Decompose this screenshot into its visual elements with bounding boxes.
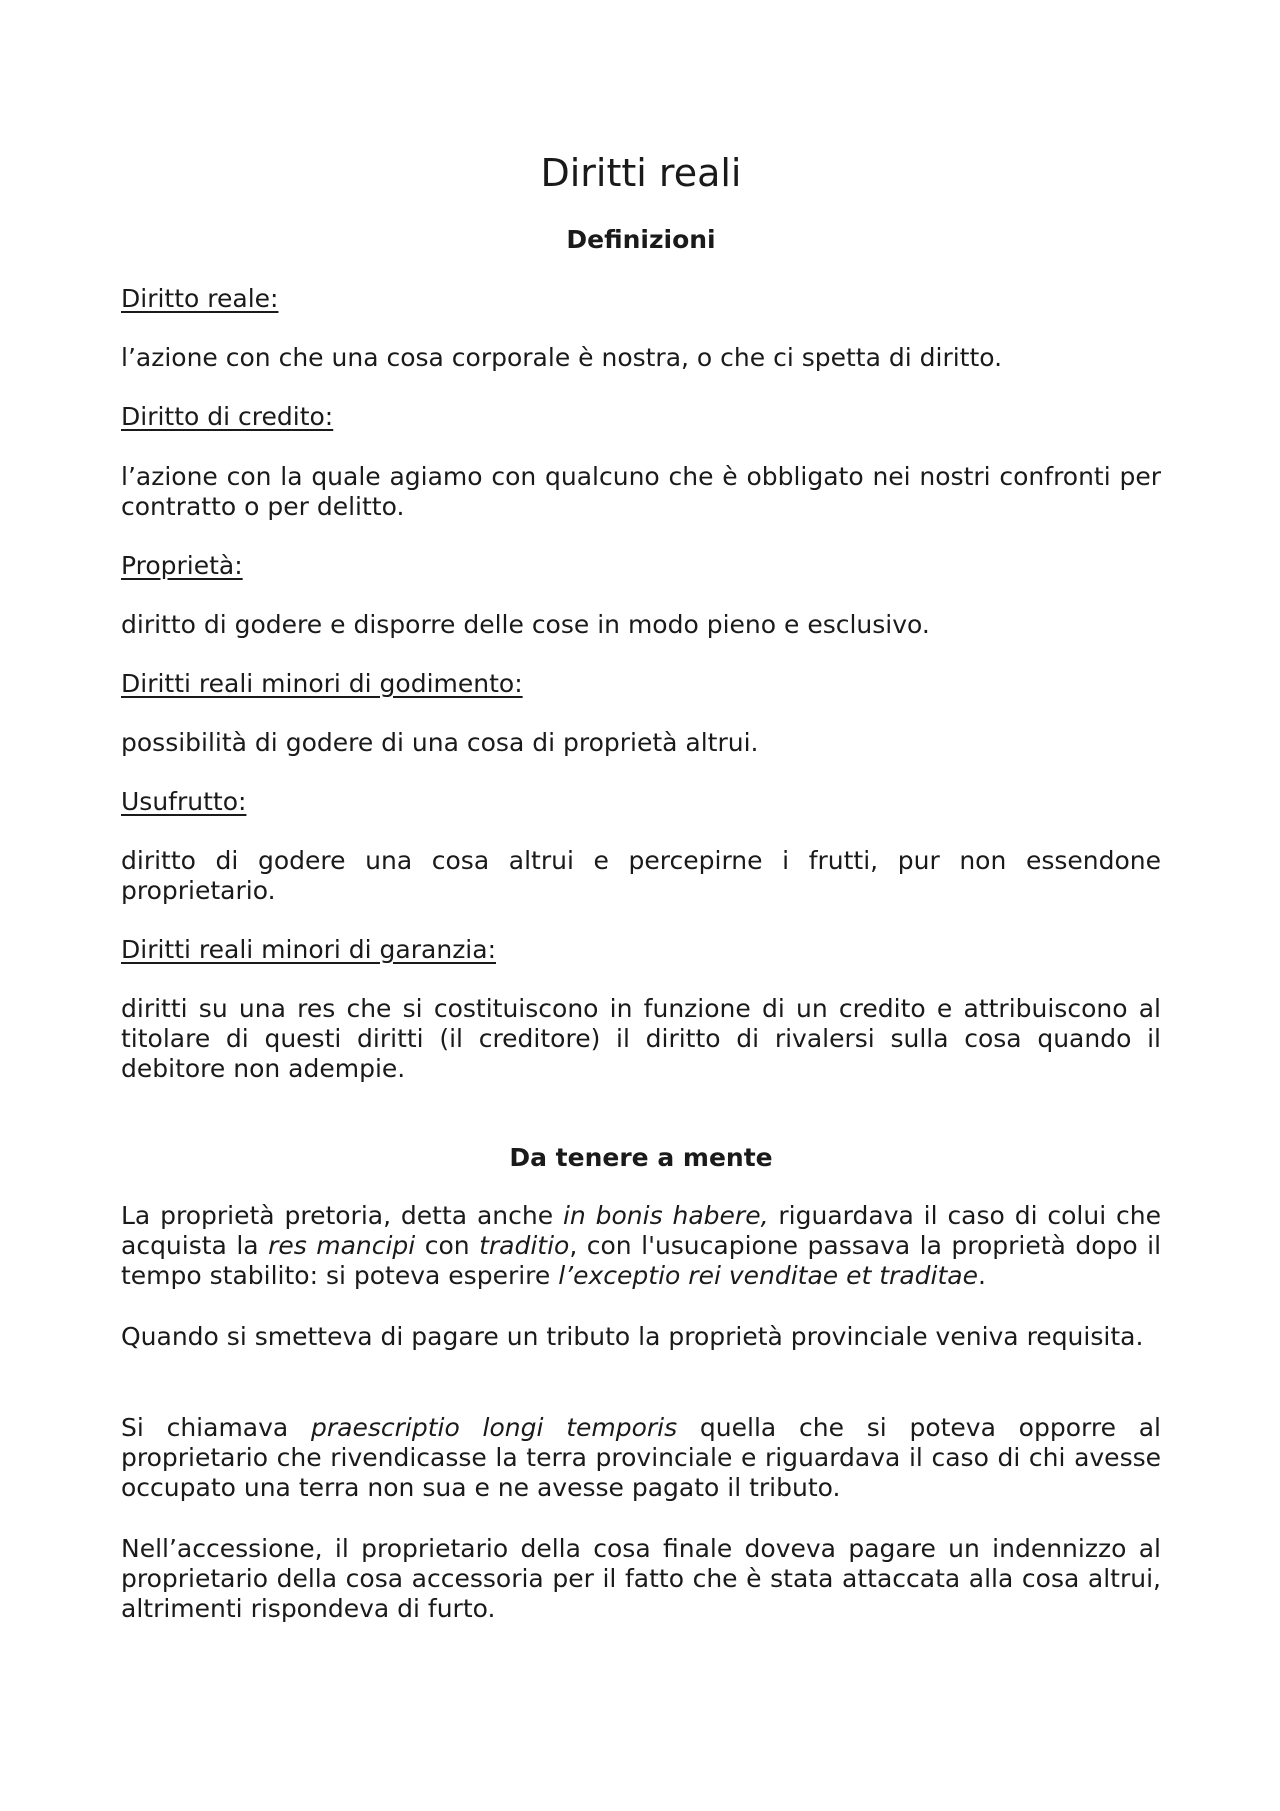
remember-paragraph-3 xyxy=(121,1413,1161,1503)
term-usufrutto: Usufrutto: xyxy=(121,787,247,816)
remember-heading: Da tenere a mente xyxy=(509,1143,773,1172)
text-run: Si chiamava xyxy=(121,1413,311,1442)
definitions-heading: Definizioni xyxy=(566,225,716,254)
text-run: . xyxy=(977,1261,986,1290)
italic-run: res mancipi xyxy=(268,1231,416,1260)
text-run: , con l'usucapione passava la proprietà dopo il tempo stabilito: si poteva esperire xyxy=(121,1231,1162,1290)
remember-paragraph-2: Quando si smetteva di pagare un tributo la proprietà provinciale veniva requisita. xyxy=(121,1322,1144,1351)
term-diritti-reali-minori-godimento: Diritti reali minori di godimento: xyxy=(121,669,523,698)
text-run: La proprietà pretoria, detta anche xyxy=(121,1201,563,1230)
term-diritto-di-credito: Diritto di credito: xyxy=(121,402,334,431)
term-diritto-reale: Diritto reale: xyxy=(121,284,279,313)
italic-run: praescriptio longi temporis xyxy=(311,1413,678,1442)
document-title: Diritti reali xyxy=(540,151,742,195)
italic-run: traditio xyxy=(479,1231,570,1260)
text-run: riguardava il caso di colui che acquista la xyxy=(121,1201,1162,1260)
italic-run: l’exceptio rei venditae et traditae xyxy=(558,1261,978,1290)
definition-diritto-reale: l’azione con che una cosa corporale è nostra, o che ci spetta di diritto. xyxy=(121,343,1003,372)
remember-paragraph-4: Nell’accessione, il proprietario della cosa finale doveva pagare un indennizzo al proprietario della cosa accessoria per il fatto che è stata attaccata alla cosa altrui, altrimenti rispondeva di furto. xyxy=(121,1534,1161,1623)
italic-run: in bonis habere, xyxy=(562,1201,769,1230)
text-run: con xyxy=(415,1231,480,1260)
definition-proprieta: diritto di godere e disporre delle cose in modo pieno e esclusivo. xyxy=(121,610,930,639)
definition-diritto-di-credito: l’azione con la quale agiamo con qualcuno che è obbligato nei nostri confronti per contratto o per delitto. xyxy=(121,462,1161,521)
definition-diritti-reali-minori-garanzia: diritti su una res che si costituiscono in funzione di un credito e attribuiscono al titolare di questi diritti (il creditore) il diritto di rivalersi sulla cosa quando il debitore non adempie. xyxy=(121,994,1161,1083)
definition-usufrutto: diritto di godere una cosa altrui e percepirne i frutti, pur non essendone proprietario. xyxy=(121,846,1161,905)
text-run: quella che si poteva opporre al proprietario che rivendicasse la terra provinciale e riguardava il caso di chi avesse occupato una terra non sua e ne avesse pagato il tributo. xyxy=(121,1413,1161,1502)
term-diritti-reali-minori-garanzia: Diritti reali minori di garanzia: xyxy=(121,935,496,964)
definition-diritti-reali-minori-godimento: possibilità di godere di una cosa di proprietà altrui. xyxy=(121,728,759,757)
term-proprieta: Proprietà: xyxy=(121,551,243,580)
remember-paragraph-1 xyxy=(121,1201,1161,1291)
